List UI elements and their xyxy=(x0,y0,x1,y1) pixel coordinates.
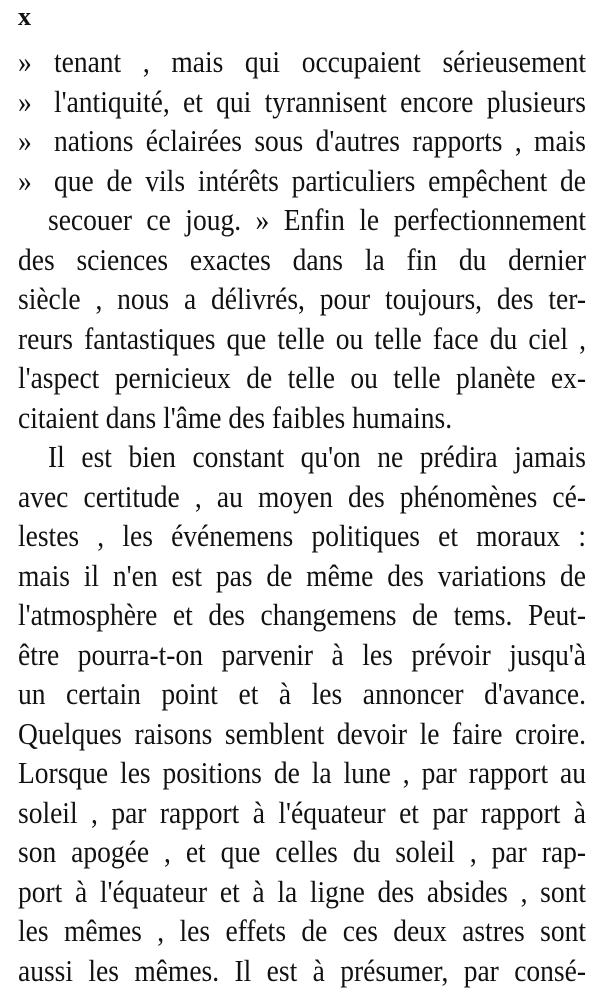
quote-mark: » xyxy=(18,83,32,119)
quote-mark: » xyxy=(18,44,32,79)
text-line xyxy=(18,158,586,202)
text-line: des sciences exactes dans la fin du dernier xyxy=(18,241,586,277)
text-line xyxy=(18,119,586,163)
text-line: un certain point et à les annoncer d'avance. xyxy=(18,676,586,711)
text-line: port à l'équateur et à la ligne des absides , sont xyxy=(18,873,586,909)
text-line xyxy=(18,79,586,123)
text-line: soleil , par rapport à l'équateur et par rapport à xyxy=(18,794,586,830)
text-line: avec certitude , au moyen des phénomènes cé- xyxy=(18,478,586,514)
text-line: son apogée , et que celles du soleil , par rap- xyxy=(18,834,586,869)
text-line: secouer ce joug. » Enfin le perfectionnement xyxy=(48,202,586,237)
text-line: siècle , nous a délivrés, pour toujours, des ter- xyxy=(18,281,586,316)
text-line: être pourra-t-on parvenir à les prévoir jusqu'à xyxy=(18,636,586,672)
text-line: Quelques raisons semblent devoir le faire croire. xyxy=(18,715,586,751)
text-line: l'atmosphère et des changemens de tems. Peut- xyxy=(18,597,586,632)
text-line: lestes , les événemens politiques et moraux : xyxy=(18,518,586,553)
text-line: reurs fantastiques que telle ou telle face du ciel , xyxy=(18,320,586,356)
text-line: les mêmes , les effets de ces deux astres sont xyxy=(18,913,586,948)
body-text xyxy=(18,42,586,990)
text-line xyxy=(18,40,586,84)
text-line: citaient dans l'âme des faibles humains. xyxy=(18,399,453,435)
text-line: aussi les mêmes. Il est à présumer, par consé- xyxy=(18,952,586,988)
text-line: l'aspect pernicieux de telle ou telle planète ex- xyxy=(18,360,586,395)
text-line: Il est bien constant qu'on ne prédira jamais xyxy=(48,439,586,474)
quote-mark: » xyxy=(18,123,32,158)
page-number: x xyxy=(18,2,31,31)
line-text: tenant , mais qui occupaient sérieusement xyxy=(54,44,586,79)
line-text: nations éclairées sous d'autres rapports , mais xyxy=(54,123,586,158)
quote-mark: » xyxy=(18,162,32,198)
text-line: Lorsque les positions de la lune , par rapport au xyxy=(18,755,586,790)
line-text: l'antiquité, et qui tyrannisent encore plusieurs xyxy=(54,83,586,119)
line-text: que de vils intérêts particuliers empêchent de xyxy=(54,162,586,198)
text-line: mais il n'en est pas de même des variations de xyxy=(18,557,586,593)
